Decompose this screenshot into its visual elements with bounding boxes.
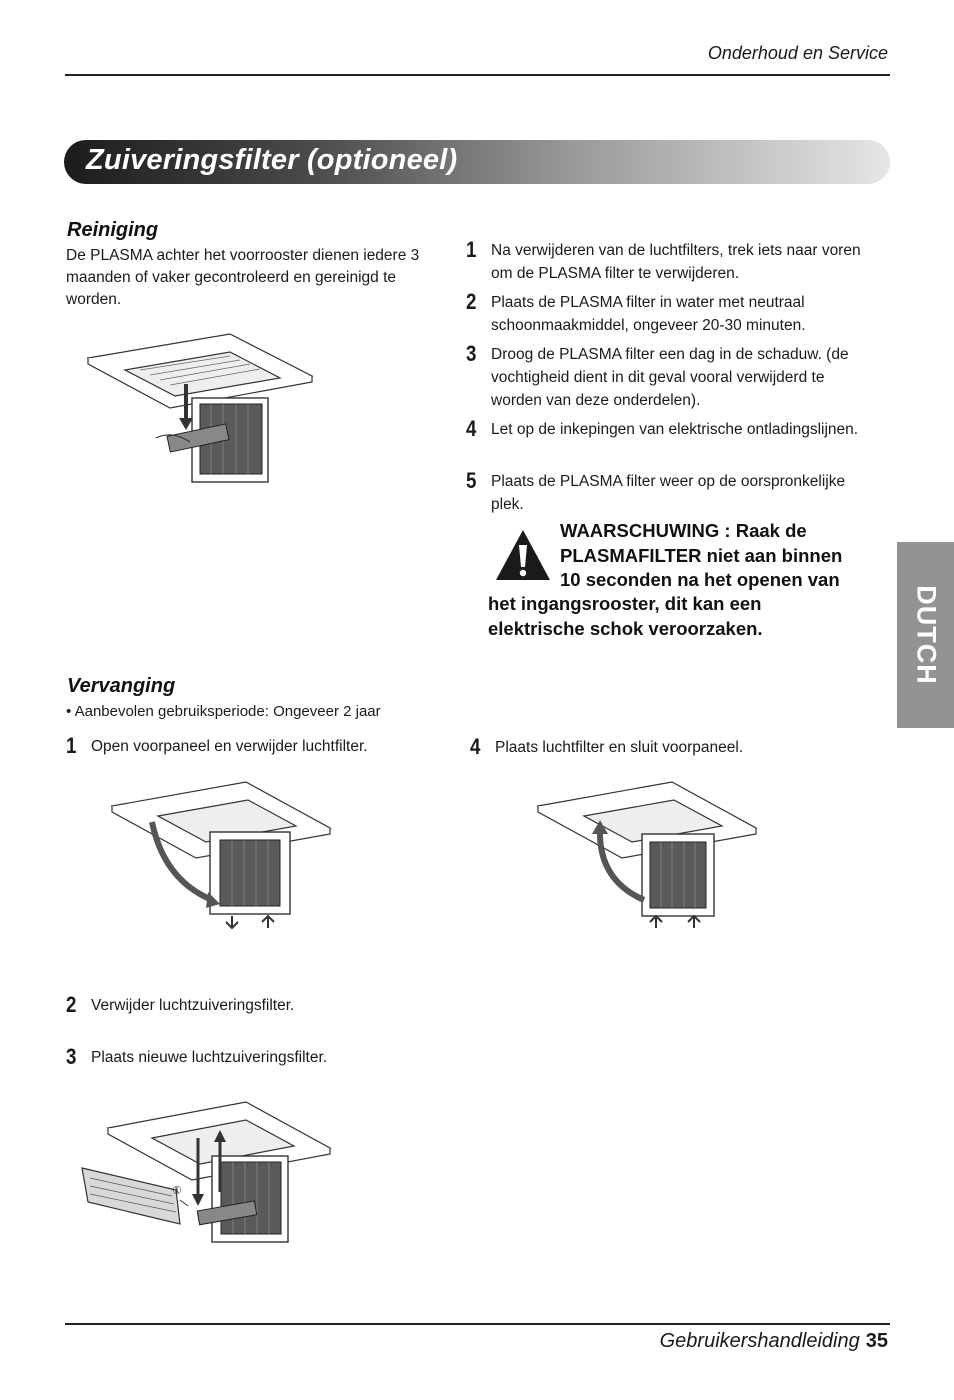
replacement-step	[66, 1046, 327, 1069]
step-line: om de PLASMA filter te verwijderen.	[491, 265, 740, 282]
step-line: Let op de inkepingen van elektrische ontladingslijnen.	[491, 421, 859, 438]
language-tab-label: DUTCH	[911, 585, 941, 685]
open-panel-illustration	[108, 776, 338, 936]
footer	[660, 1330, 888, 1353]
cleaning-step	[466, 343, 881, 412]
step-text	[491, 239, 861, 285]
replacement-heading: Vervanging	[67, 675, 176, 697]
warning-line: WAARSCHUWING : Raak de	[560, 520, 807, 541]
cleaning-step	[466, 239, 881, 285]
language-tab	[897, 542, 954, 728]
cleaning-heading: Reiniging	[67, 219, 159, 241]
warning-line: 10 seconden na het openen van	[560, 569, 840, 590]
replacement-step	[470, 736, 743, 759]
footer-label: Gebruikershandleiding	[659, 1330, 860, 1352]
step-number: 4	[466, 416, 477, 441]
replace-plasma-filter-illustration	[80, 1098, 336, 1248]
step-line: vochtigheid dient in dit geval vooral verwijderd te	[491, 369, 825, 386]
replacement-step	[66, 994, 294, 1017]
running-header: Onderhoud en Service	[707, 43, 888, 63]
cleaning-intro	[66, 245, 456, 311]
page-title: Zuiveringsfilter (optioneel)	[86, 144, 458, 176]
cleaning-intro-line: maanden of vaker gecontroleerd en gereinigd te	[66, 269, 397, 286]
step-line: Na verwijderen van de luchtfilters, trek iets naar voren	[491, 242, 861, 259]
step-number: 2	[466, 289, 477, 314]
footer-rule	[65, 1323, 890, 1325]
step-line: schoonmaakmiddel, ongeveer 20-30 minuten.	[491, 317, 806, 334]
warning-line: elektrische schok veroorzaken.	[488, 617, 763, 639]
plasma-filter-removal-illustration	[80, 326, 320, 486]
step-text: Plaats luchtfilter en sluit voorpaneel.	[495, 739, 744, 756]
step-line: Plaats de PLASMA filter weer op de oorspronkelijke	[491, 473, 846, 490]
warning-text-bottom	[488, 592, 888, 641]
page-number: 35	[865, 1330, 888, 1352]
step-line: plek.	[491, 496, 524, 513]
step-line: Plaats de PLASMA filter in water met neutraal	[491, 294, 805, 311]
step-text	[491, 470, 845, 516]
cleaning-step	[466, 418, 881, 441]
title-banner	[64, 140, 890, 184]
header-rule	[65, 74, 890, 76]
cleaning-step	[466, 291, 881, 337]
step-text: Plaats nieuwe luchtzuiveringsfilter.	[91, 1049, 328, 1066]
step-number: 5	[466, 468, 477, 493]
warning-text-top	[560, 519, 880, 593]
replacement-note: • Aanbevolen gebruiksperiode: Ongeveer 2 jaar	[66, 703, 381, 720]
step-text	[491, 291, 806, 337]
step-number: 3	[466, 341, 477, 366]
warning-line: het ingangsrooster, dit kan een	[488, 593, 762, 614]
cleaning-step	[466, 470, 881, 516]
cleaning-intro-line: De PLASMA achter het voorrooster dienen iedere 3	[66, 247, 420, 264]
replacement-step	[66, 735, 368, 758]
warning-triangle-icon	[494, 528, 552, 582]
step-number: 2	[66, 992, 77, 1017]
step-line: Droog de PLASMA filter een dag in de schaduw. (de	[491, 346, 849, 363]
callout-label: ①	[172, 1184, 182, 1197]
step-line: worden van deze onderdelen).	[491, 392, 701, 409]
step-text	[491, 418, 858, 441]
cleaning-intro-line: worden.	[66, 291, 122, 308]
step-number: 3	[66, 1044, 77, 1069]
step-number: 4	[470, 734, 481, 759]
cleaning-steps	[466, 239, 881, 516]
close-panel-illustration	[534, 776, 764, 936]
step-number: 1	[466, 237, 477, 262]
step-text	[491, 343, 849, 412]
warning-line: PLASMAFILTER niet aan binnen	[560, 544, 843, 566]
step-text: Open voorpaneel en verwijder luchtfilter.	[91, 738, 368, 755]
step-number: 1	[66, 733, 77, 758]
step-text: Verwijder luchtzuiveringsfilter.	[91, 997, 295, 1014]
